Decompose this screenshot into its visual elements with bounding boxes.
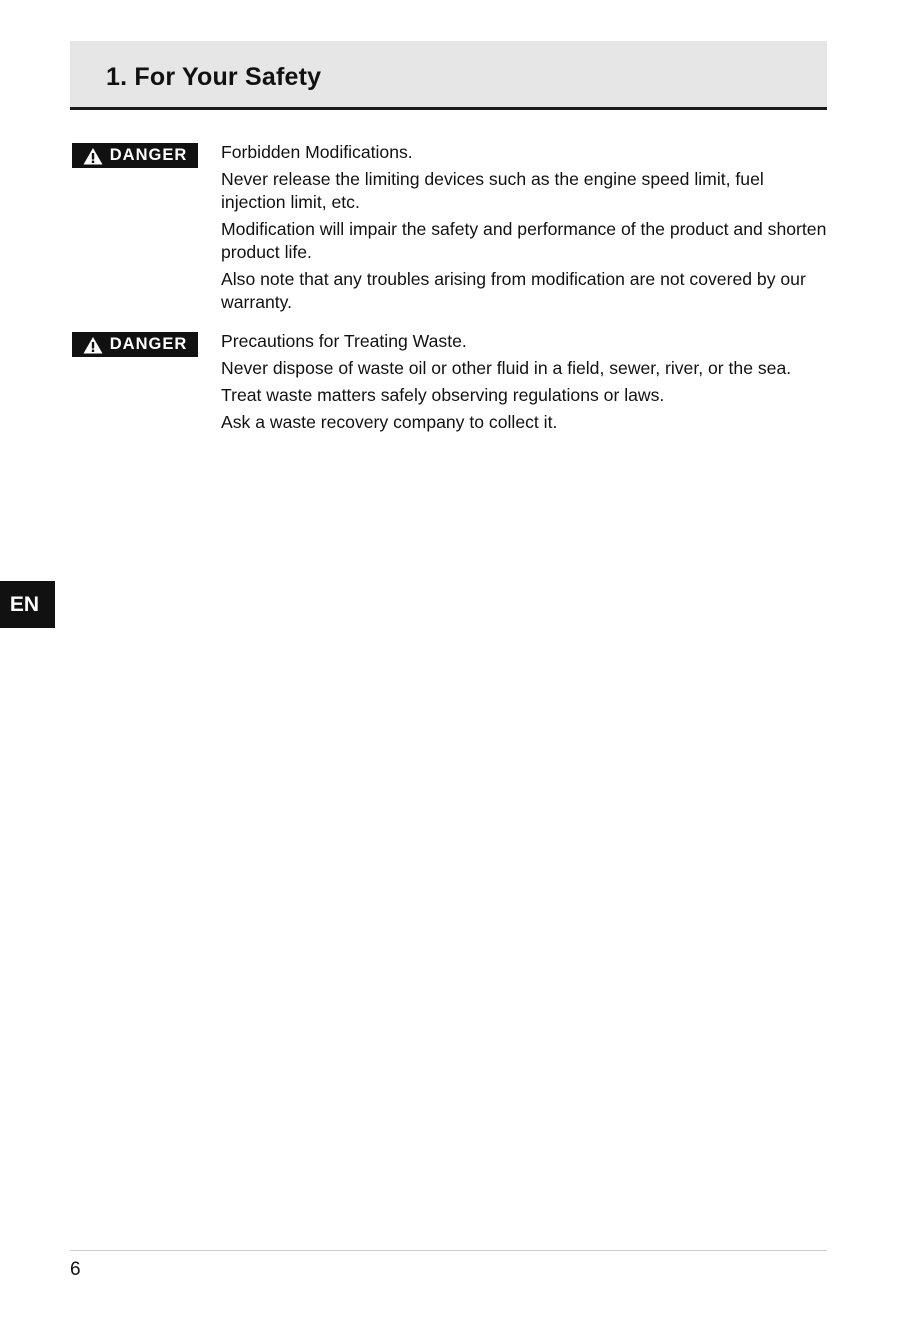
danger-paragraph: Also note that any troubles arising from modification are not covered by our warranty. [221,269,806,312]
danger-text [221,330,827,438]
page-number: 6 [70,1259,81,1280]
footer-divider [70,1250,827,1251]
danger-badge-label: DANGER [109,335,188,354]
danger-badge [72,143,198,168]
section-header [70,41,827,110]
danger-badge-label: DANGER [109,146,188,165]
language-tab: EN [0,581,55,628]
danger-paragraph: Modification will impair the safety and performance of the product and shorten product life. [221,219,827,262]
danger-paragraph: Never release the limiting devices such as the engine speed limit, fuel injection limit, etc. [221,169,764,212]
danger-paragraph: Ask a waste recovery company to collect it. [221,412,558,432]
danger-paragraph: Treat waste matters safely observing regulations or laws. [221,385,665,405]
danger-text [221,141,827,318]
danger-badge [72,332,198,357]
danger-heading: Precautions for Treating Waste. [221,331,467,351]
warning-triangle-icon [83,336,103,354]
danger-heading: Forbidden Modifications. [221,142,413,162]
danger-paragraph: Never dispose of waste oil or other fluid in a field, sewer, river, or the sea. [221,358,792,378]
warning-triangle-icon [83,147,103,165]
section-title: 1. For Your Safety [106,63,322,91]
